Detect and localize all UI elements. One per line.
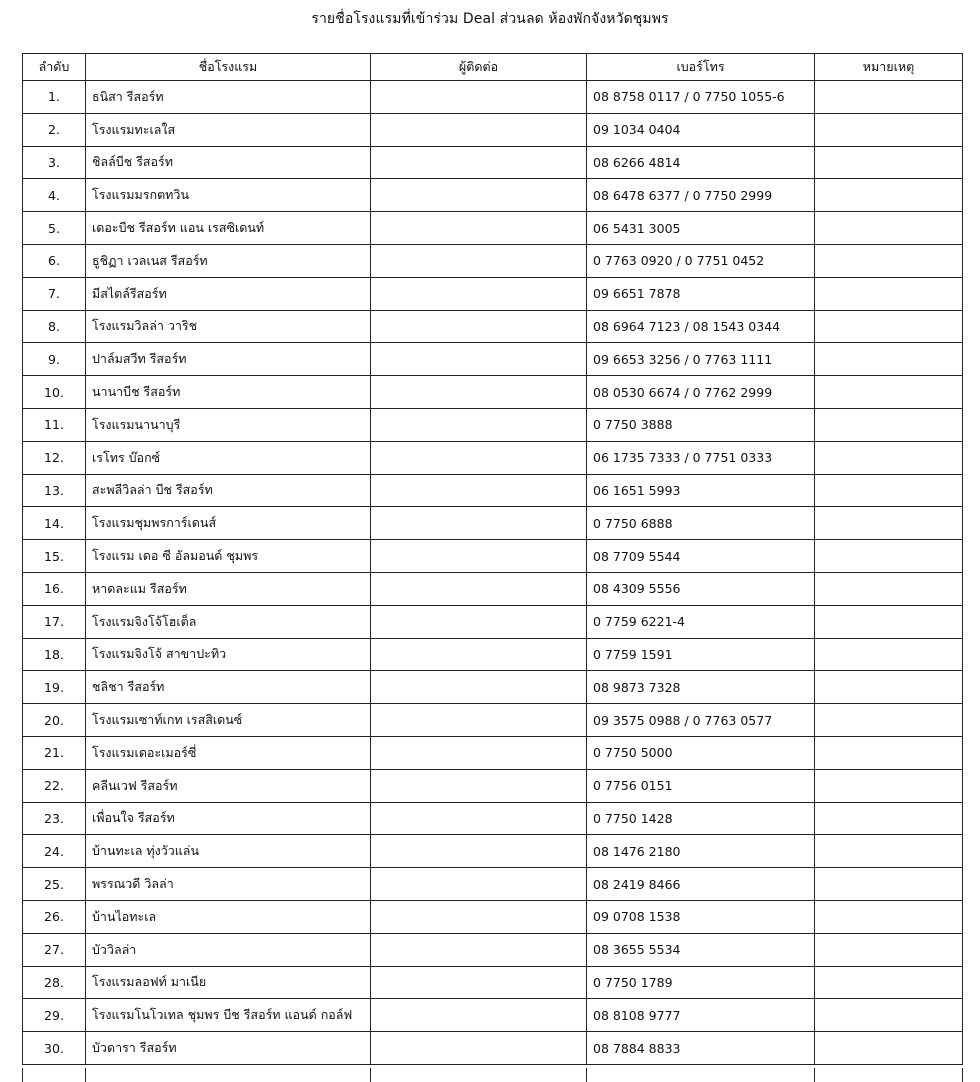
remark (815, 310, 963, 343)
hotel-name: บัววิลล่า (86, 933, 371, 966)
table-row (23, 1032, 963, 1065)
remark (815, 441, 963, 474)
remark (815, 507, 963, 540)
hotel-name: โรงแรม เดอ ซี อัลมอนด์ ชุมพร (86, 540, 371, 573)
row-number: 22. (23, 769, 86, 802)
remark (815, 179, 963, 212)
table-row (23, 769, 963, 802)
row-number: 9. (23, 343, 86, 376)
hotel-name: หาดละแม รีสอร์ท (86, 572, 371, 605)
remark (815, 572, 963, 605)
contact-person (371, 966, 587, 999)
table-row (23, 474, 963, 507)
table-row (23, 638, 963, 671)
contact-person (371, 769, 587, 802)
contact-person (371, 638, 587, 671)
header-hotel-name: ชื่อโรงแรม (86, 54, 371, 81)
phone-number: 0 7759 1591 (587, 638, 815, 671)
table-row (23, 441, 963, 474)
remark (815, 113, 963, 146)
phone-number: 0 7750 6888 (587, 507, 815, 540)
header-no: ลำดับ (23, 54, 86, 81)
hotel-name: ปาล์มสวีท รีสอร์ท (86, 343, 371, 376)
table-row (23, 966, 963, 999)
phone-number: 08 1476 2180 (587, 835, 815, 868)
phone-number: 09 6653 3256 / 0 7763 1111 (587, 343, 815, 376)
table-row (23, 605, 963, 638)
contact-person (371, 474, 587, 507)
remark (815, 81, 963, 114)
row-number: 11. (23, 408, 86, 441)
contact-person (371, 507, 587, 540)
row-number: 1. (23, 81, 86, 114)
hotel-table-container (22, 53, 962, 1065)
row-number: 18. (23, 638, 86, 671)
row-number: 3. (23, 146, 86, 179)
hotel-name: เดอะบีช รีสอร์ท แอน เรสซิเดนท์ (86, 212, 371, 245)
row-number: 26. (23, 900, 86, 933)
table-row (23, 277, 963, 310)
row-number: 30. (23, 1032, 86, 1065)
table-row (23, 113, 963, 146)
hotel-name: ชลิชา รีสอร์ท (86, 671, 371, 704)
remark (815, 671, 963, 704)
contact-person (371, 1032, 587, 1065)
table-row (23, 868, 963, 901)
document-title: รายชื่อโรงแรมที่เข้าร่วม Deal ส่วนลด ห้องพักจังหวัดชุมพร (311, 11, 669, 27)
contact-person (371, 999, 587, 1032)
remark (815, 244, 963, 277)
phone-number: 0 7756 0151 (587, 769, 815, 802)
remark (815, 802, 963, 835)
hotel-name: โรงแรมโนโวเทล ชุมพร บีช รีสอร์ท แอนด์ กอล์ฟ (86, 999, 371, 1032)
hotel-name: มีสไตล์รีสอร์ท (86, 277, 371, 310)
table-row (23, 900, 963, 933)
hotel-name: ธนิสา รีสอร์ท (86, 81, 371, 114)
row-number: 15. (23, 540, 86, 573)
phone-number: 0 7750 5000 (587, 736, 815, 769)
phone-number: 0 7750 3888 (587, 408, 815, 441)
contact-person (371, 671, 587, 704)
row-number: 7. (23, 277, 86, 310)
contact-person (371, 605, 587, 638)
remark (815, 408, 963, 441)
remark (815, 343, 963, 376)
row-number: 4. (23, 179, 86, 212)
remark (815, 277, 963, 310)
table-row (23, 671, 963, 704)
table-row (23, 704, 963, 737)
row-number: 12. (23, 441, 86, 474)
contact-person (371, 310, 587, 343)
table-row (23, 146, 963, 179)
row-number: 25. (23, 868, 86, 901)
hotel-name: บ้านไอทะเล (86, 900, 371, 933)
remark (815, 900, 963, 933)
hotel-name: ชิลล์บีช รีสอร์ท (86, 146, 371, 179)
remark (815, 933, 963, 966)
remark (815, 868, 963, 901)
hotel-name: โรงแรมมรกตทวิน (86, 179, 371, 212)
contact-person (371, 81, 587, 114)
row-number: 23. (23, 802, 86, 835)
hotel-name: โรงแรมเซาท์เกท เรสสิเดนซ์ (86, 704, 371, 737)
phone-number: 09 6651 7878 (587, 277, 815, 310)
table-row (23, 999, 963, 1032)
phone-number: 08 9873 7328 (587, 671, 815, 704)
phone-number: 06 1735 7333 / 0 7751 0333 (587, 441, 815, 474)
row-number: 2. (23, 113, 86, 146)
table-row (23, 572, 963, 605)
row-number: 27. (23, 933, 86, 966)
hotel-name: บัวดารา รีสอร์ท (86, 1032, 371, 1065)
hotel-name: สะพลีวิลล่า บีช รีสอร์ท (86, 474, 371, 507)
phone-number: 08 6964 7123 / 08 1543 0344 (587, 310, 815, 343)
hotel-name: โรงแรมจิงโจ้โฮเต็ล (86, 605, 371, 638)
table-row (23, 212, 963, 245)
contact-person (371, 212, 587, 245)
contact-person (371, 146, 587, 179)
table-row (23, 540, 963, 573)
row-number: 28. (23, 966, 86, 999)
contact-person (371, 441, 587, 474)
phone-number: 08 6478 6377 / 0 7750 2999 (587, 179, 815, 212)
hotel-name: เพื่อนใจ รีสอร์ท (86, 802, 371, 835)
phone-number: 08 6266 4814 (587, 146, 815, 179)
header-phone: เบอร์โทร (587, 54, 815, 81)
phone-number: 08 8758 0117 / 0 7750 1055-6 (587, 81, 815, 114)
hotel-name: โรงแรมทะเลใส (86, 113, 371, 146)
hotel-name: โรงแรมนานาบุรี (86, 408, 371, 441)
contact-person (371, 704, 587, 737)
contact-person (371, 179, 587, 212)
contact-person (371, 376, 587, 409)
table-row (23, 244, 963, 277)
contact-person (371, 572, 587, 605)
hotel-name: นานาบีช รีสอร์ท (86, 376, 371, 409)
row-number: 29. (23, 999, 86, 1032)
header-contact: ผู้ติดต่อ (371, 54, 587, 81)
row-number: 24. (23, 835, 86, 868)
remark (815, 540, 963, 573)
row-number: 21. (23, 736, 86, 769)
hotel-name: โรงแรมชุมพรการ์เดนส์ (86, 507, 371, 540)
phone-number: 09 3575 0988 / 0 7763 0577 (587, 704, 815, 737)
remark (815, 376, 963, 409)
phone-number: 08 7709 5544 (587, 540, 815, 573)
row-number: 20. (23, 704, 86, 737)
contact-person (371, 408, 587, 441)
contact-person (371, 540, 587, 573)
remark (815, 999, 963, 1032)
row-number: 19. (23, 671, 86, 704)
phone-number: 0 7759 6221-4 (587, 605, 815, 638)
phone-number: 0 7750 1789 (587, 966, 815, 999)
phone-number: 09 0708 1538 (587, 900, 815, 933)
table-header-row (23, 54, 963, 81)
remark (815, 966, 963, 999)
phone-number: 0 7763 0920 / 0 7751 0452 (587, 244, 815, 277)
phone-number: 09 1034 0404 (587, 113, 815, 146)
phone-number: 08 4309 5556 (587, 572, 815, 605)
table-row (23, 343, 963, 376)
row-number: 13. (23, 474, 86, 507)
hotel-name: โรงแรมจิงโจ้ สาขาปะทิว (86, 638, 371, 671)
table-row (23, 507, 963, 540)
phone-number: 06 1651 5993 (587, 474, 815, 507)
table-body (23, 81, 963, 1065)
table-row (23, 408, 963, 441)
remark (815, 1032, 963, 1065)
phone-number: 08 3655 5534 (587, 933, 815, 966)
table-row (23, 179, 963, 212)
row-number: 6. (23, 244, 86, 277)
table-row (23, 310, 963, 343)
table-row (23, 736, 963, 769)
remark (815, 474, 963, 507)
hotel-name: คลีนเวฟ รีสอร์ท (86, 769, 371, 802)
hotel-name: เรโทร บ๊อกซ์ (86, 441, 371, 474)
contact-person (371, 277, 587, 310)
contact-person (371, 113, 587, 146)
remark (815, 212, 963, 245)
contact-person (371, 933, 587, 966)
table-row (23, 835, 963, 868)
remark (815, 146, 963, 179)
table-row (23, 376, 963, 409)
row-number: 16. (23, 572, 86, 605)
header-note: หมายเหตุ (815, 54, 963, 81)
table-row (23, 81, 963, 114)
remark (815, 638, 963, 671)
row-number: 17. (23, 605, 86, 638)
phone-number: 08 8108 9777 (587, 999, 815, 1032)
contact-person (371, 835, 587, 868)
contact-person (371, 868, 587, 901)
hotel-name: พรรณวดี วิลล่า (86, 868, 371, 901)
row-number: 10. (23, 376, 86, 409)
contact-person (371, 244, 587, 277)
hotel-name: โรงแรมลอฟท์ มาเนีย (86, 966, 371, 999)
phone-number: 08 2419 8466 (587, 868, 815, 901)
contact-person (371, 343, 587, 376)
phone-number: 08 0530 6674 / 0 7762 2999 (587, 376, 815, 409)
row-number: 5. (23, 212, 86, 245)
remark (815, 736, 963, 769)
contact-person (371, 736, 587, 769)
remark (815, 769, 963, 802)
contact-person (371, 802, 587, 835)
hotel-name: ธูชิฏา เวลเนส รีสอร์ท (86, 244, 371, 277)
contact-person (371, 900, 587, 933)
table-row (23, 933, 963, 966)
table-row (23, 802, 963, 835)
row-number: 14. (23, 507, 86, 540)
row-number: 8. (23, 310, 86, 343)
remark (815, 605, 963, 638)
phone-number: 08 7884 8833 (587, 1032, 815, 1065)
remark (815, 704, 963, 737)
phone-number: 0 7750 1428 (587, 802, 815, 835)
phone-number: 06 5431 3005 (587, 212, 815, 245)
hotel-name: บ้านทะเล ทุ่งวัวแล่น (86, 835, 371, 868)
hotel-table (22, 53, 963, 1065)
hotel-name: โรงแรมวิลล่า วาริช (86, 310, 371, 343)
hotel-name: โรงแรมเดอะเมอร์ซี่ (86, 736, 371, 769)
remark (815, 835, 963, 868)
